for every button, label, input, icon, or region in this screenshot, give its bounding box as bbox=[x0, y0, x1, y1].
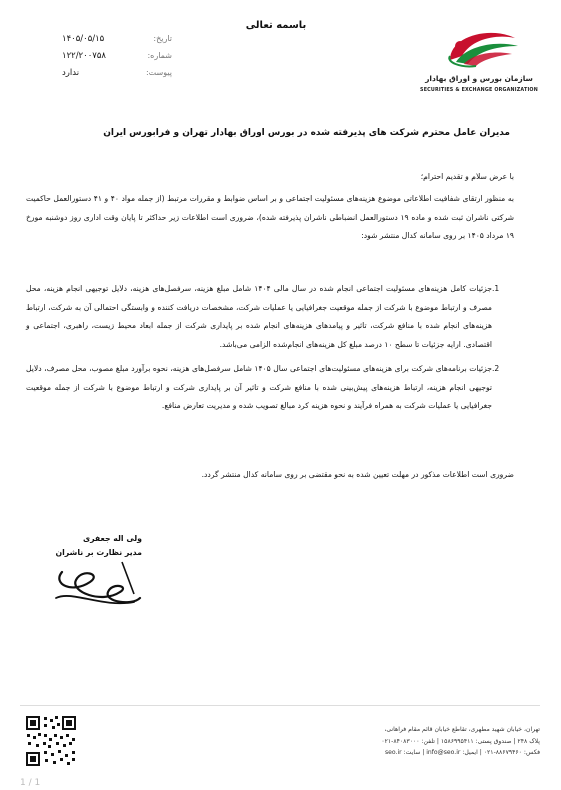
requirements-list bbox=[26, 280, 514, 422]
meta-date-label: تاریخ: bbox=[153, 34, 172, 43]
closing-sentence: ضروری است اطلاعات مذکور در مهلت تعیین شده به نحو مقتضی بر روی سامانه کدال منتشر گردد. bbox=[201, 470, 514, 479]
list-item-text: جزئیات برنامه‌های شرکت برای هزینه‌های مسئولیت‌های اجتماعی سال ۱۴۰۵ شامل سرفصل‌های هزینه، نحوه برآورد مبلغ مصوب، محل مصرف، دلایل توجیهی انجام هزینه، ارتباط هزینه‌های پیش‌بینی شده با منافع شرکت و تاثیر آن بر پایداری شرکت و ارتباط موضوع با شرکت از جمله موقعیت جغرافیایی یا عملیات شرکت به همراه فرآیند و نحوه هزینه کرد مبالغ تصویب شده و مدیریت تعارض منافع. bbox=[26, 364, 493, 410]
meta-date-row bbox=[62, 30, 172, 47]
meta-number-label: شماره: bbox=[147, 51, 172, 60]
footer-divider bbox=[20, 705, 540, 706]
meta-attachment-row bbox=[62, 64, 172, 81]
meta-number-value: ۱۲۲/۲۰۰۷۵۸ bbox=[62, 50, 106, 61]
meta-attachment-value: ندارد bbox=[62, 67, 80, 78]
intro-paragraph: به منظور ارتقای شفافیت اطلاعاتی موضوع هزینه‌های مسئولیت اجتماعی و بر اساس ضوابط و مقررات مرتبط (از جمله مواد ۴۰ و ۴۱ دستورالعمل حاکمیت شرکتی ناشران ثبت شده و ماده ۱۹ دستورالعمل انضباطی ناشران پذیرفته شده)، ضروری است اطلاعات زیر حداکثر تا پایان وقت اداری روز دوشنبه مورخ ۱۹ مرداد ۱۴۰۵ بر روی سامانه کدال منتشر شود: bbox=[26, 194, 515, 240]
signatory-title: مدیر نظارت بر ناشران bbox=[55, 548, 142, 557]
list-item-number: 1. bbox=[492, 284, 500, 293]
seo-logo bbox=[420, 16, 538, 100]
meta-attachment-label: پیوست: bbox=[145, 68, 172, 77]
meta-number-row bbox=[62, 47, 172, 64]
bismillah-heading: باسمه تعالی bbox=[245, 20, 307, 31]
signatory-name: ولی اله جعفری bbox=[82, 534, 142, 543]
list-item-number: 2. bbox=[492, 364, 500, 373]
signature-block bbox=[42, 526, 162, 616]
seo-logo-icon bbox=[420, 16, 538, 74]
letter-meta bbox=[62, 30, 172, 81]
logo-name-fa: سازمان بورس و اوراق بهادار bbox=[425, 74, 533, 83]
footer-address-line: تهران، خیابان شهید مطهری، تقاطع خیابان قائم مقام فراهانی، bbox=[384, 726, 540, 733]
handwritten-signature bbox=[42, 532, 162, 622]
greeting: با عرض سلام و تقدیم احترام؛ bbox=[420, 172, 514, 181]
meta-date-value: ۱۴۰۵/۰۵/۱۵ bbox=[62, 33, 105, 44]
recipient-heading: مدیران عامل محترم شرکت های پذیرفته شده در بورس اوراق بهادار تهران و فرابورس ایران bbox=[103, 128, 510, 138]
footer-address-line: پلاک ۲۴۸ | صندوق پستی: ۱۵۸۶۹۹۵۴۱۱ | تلفن: ۸۴۰۸۳۰۰۰-۰۲۱ bbox=[381, 737, 540, 745]
list-item bbox=[26, 360, 514, 416]
logo-name-en: SECURITIES & EXCHANGE ORGANIZATION bbox=[420, 88, 538, 93]
list-item bbox=[26, 280, 514, 354]
footer-contact bbox=[330, 724, 540, 759]
footer-address-line: فکس: ۸۸۶۷۹۴۶۰-۰۲۱ | ایمیل: info@seo.ir | سایت: seo.ir bbox=[384, 749, 540, 756]
list-item-text: جزئیات کامل هزینه‌های مسئولیت اجتماعی انجام شده در سال مالی ۱۴۰۴ شامل مبلغ هزینه، سرفصل‌های هزینه، دلایل توجیهی انجام هزینه، محل مصرف و ارتباط موضوع با شرکت از جمله موقعیت جغرافیایی یا عملیات شرکت، مشخصات دریافت کننده و وابستگی احتمالی آن به شرکت، ارتباط هزینه‌های انجام شده با منافع شرکت، تاثیر و پیامدهای هزینه‌های انجام شده بر پایداری شرکت از جمله ابعاد محیط زیست، راهبری، اجتماعی و اقتصادی. ارایه جزئیات تا سطح ۱۰ درصد مبلغ کل هزینه‌های انجام‌شده الزامی می‌باشد. bbox=[26, 284, 492, 349]
qr-code-icon bbox=[24, 714, 78, 768]
page-indicator: 1 / 1 bbox=[20, 778, 41, 788]
